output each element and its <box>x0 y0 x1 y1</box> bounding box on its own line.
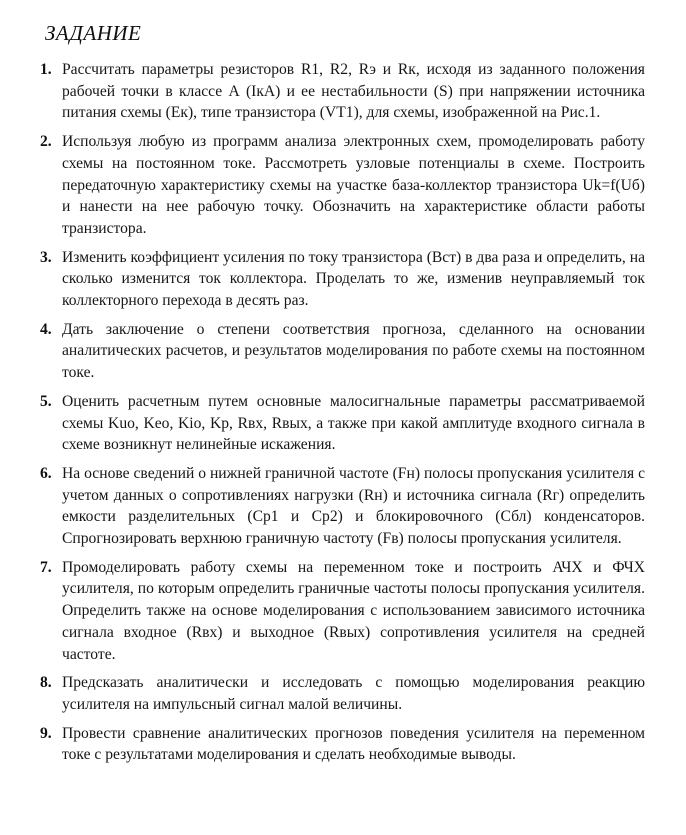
task-item-8 <box>40 672 645 715</box>
task-text: Дать заключение о степени соответствия прогноза, сделанного на основании аналитических расчетов, и результатов моделирования по работе схемы на постоянном токе. <box>62 320 645 382</box>
task-text: На основе сведений о нижней граничной частоте (Fн) полосы пропускания усилителя с учетом данных о сопротивлениях нагрузки (Rн) и источника сигнала (Rг) определить емкости разделительных (Ср1 и Ср2) и блокировочного (Сбл) конденсаторов. Спрогнозировать верхнюю граничную частоту (Fв) полосы пропускания усилителя. <box>62 464 645 548</box>
task-number: 5. <box>40 392 52 410</box>
task-item-4 <box>40 319 645 384</box>
task-text: Провести сравнение аналитических прогнозов поведения усилителя на переменном токе с результатами моделирования и сделать необходимые выводы. <box>62 724 645 764</box>
task-text: Изменить коэффициент усиления по току транзистора (Вст) в два раза и определить, на сколько изменится ток коллектора. Проделать то же, изменив неуправляемый ток коллекторного перехода в десять раз. <box>62 248 645 310</box>
task-text: Рассчитать параметры резисторов R1, R2, Rэ и Rк, исходя из заданного положения рабочей точки в классе А (IкА) и ее нестабильности (S) при напряжении источника питания схемы (Ек), типе транзистора (VT1), для схемы, изображенной на Рис.1. <box>62 61 645 122</box>
task-list <box>40 59 645 766</box>
task-number: 3. <box>40 248 52 266</box>
task-item-2 <box>40 131 645 240</box>
task-number: 1. <box>40 61 52 78</box>
task-item-7 <box>40 557 645 666</box>
task-number: 9. <box>40 724 52 742</box>
task-number: 8. <box>40 674 52 692</box>
task-number: 2. <box>40 133 52 151</box>
task-item-6 <box>40 463 645 550</box>
task-number: 6. <box>40 464 52 482</box>
task-number: 7. <box>40 558 52 576</box>
task-number: 4. <box>40 320 52 338</box>
task-text: Используя любую из программ анализа электронных схем, промоделировать работу схемы на постоянном токе. Рассмотреть узловые потенциалы в схеме. Построить передаточную характеристику схемы на участке база-коллектор транзистора Uk=f(Uб) и нанести на нее рабочую точку. Обозначить на характеристике области работы транзистора. <box>62 133 645 237</box>
task-text: Предсказать аналитически и исследовать с помощью моделирования реакцию усилителя на импульсный сигнал малой величины. <box>62 674 645 713</box>
task-item-3 <box>40 247 645 312</box>
task-item-5 <box>40 391 645 456</box>
task-text: Промоделировать работу схемы на переменном токе и построить АЧХ и ФЧХ усилителя, по которым определить граничные частоты полосы пропускания усилителя. Определить также на основе моделирования с использованием зависимого источника сигнала входное (Rвх) и выходное (Rвых) сопротивления усилителя на средней частоте. <box>62 558 645 663</box>
page-title: ЗАДАНИЕ <box>45 21 142 45</box>
task-item-9 <box>40 723 645 766</box>
task-text: Оценить расчетным путем основные малосигнальные параметры рассматриваемой схемы Kuo, Keo, Kio, Kp, Rвх, Rвых, а также при какой амплитуде входного сигнала в схеме возникнут нелинейные искажения. <box>62 392 645 454</box>
task-item-1 <box>40 59 645 124</box>
